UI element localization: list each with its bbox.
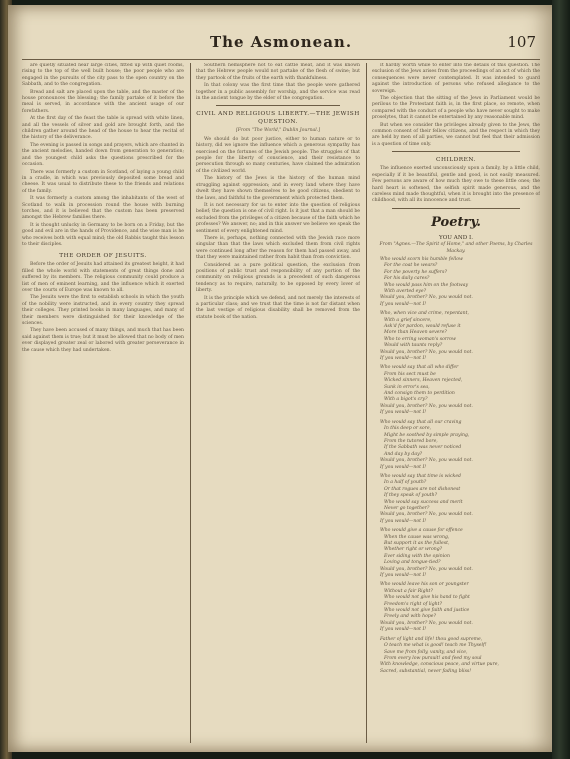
book-page [8, 5, 552, 752]
poem-stanza [380, 311, 540, 362]
poem-line: And consign them to perdition [384, 391, 455, 397]
section-divider [392, 208, 520, 209]
poem-line: Who would leave his son or youngster [380, 582, 469, 588]
column-divider-right [366, 63, 367, 743]
poem-line: In a half of youth? [384, 480, 427, 486]
poem-line: Ask'd for pardon, would refuse it [384, 324, 461, 329]
poem-line: Freely and with hope? [384, 614, 436, 620]
poem-line: For his daily cares? [384, 276, 430, 282]
article-paragraph: It is the principle which we defend, and not merely the interests of a particular class; and we trust that the time is not far distant when the last vestige of religious disability shall be removed from the statute book of the nation. [196, 295, 360, 320]
column-divider-left [190, 63, 191, 743]
article-paragraph: The influence exerted unconsciously upon a family, by a little child, especially if it be beautiful, gentle and good, is not easily measured. Few persons are aware of how much they owe to these little ones; the hard heart is softened, the selfish spirit made generous, and the careless mind made thoughtful, when it is brought into the presence of childhood, with all its innocence and trust. [372, 166, 540, 204]
poem-line: Who would say success and merit [384, 499, 463, 505]
poem-line: Would you, brother? No, you would not. [380, 403, 473, 409]
poem-line: Never go together? [384, 505, 430, 511]
article-paragraph: It is not necessary for us to enter into the question of religious belief; the question is one of civil right. Is it just that a man should be excluded from the privileges of a citizen because of the faith which he professes? We answer, no; and in this answer we believe we speak the sentiment of every enlightened mind. [196, 202, 360, 234]
poem-line: From every low pursuit! and feed my soul [384, 655, 482, 661]
poem-line: Who would not give his hand to fight [384, 595, 470, 601]
poem-line: If you would—not I! [380, 301, 427, 307]
poetry-section-title: Poetry. [431, 214, 481, 230]
poem-line: Freedom's right of light? [384, 601, 442, 607]
poem-line: If you would—not I! [380, 464, 427, 470]
article-paragraph: We should do but poor justice, either to human nature or to history, did we ignore the influence which a generous sympathy has exercised on the fortunes of the Jewish people. The struggles of that people for the liberty of conscience, and their resistance to persecution through so many centuries, have claimed the admiration of the civilized world. [196, 136, 360, 174]
article-paragraph: There is, perhaps, nothing connected with the Jewish race more singular than that the laws which excluded them from civil rights were continued long after the reason for them had passed away, and that they were maintained rather from habit than from conviction. [196, 235, 360, 261]
article-paragraph: It is thought unlucky in Germany to be born on a Friday, but the good and evil are in the hands of Providence, and the wise man is he who receives both with equal mind; the old Rabbis taught this lesson to their disciples. [22, 222, 184, 247]
article-heading-children: CHILDREN. [436, 157, 476, 164]
poem-line: When the cause was wrong, [384, 534, 450, 540]
poem-stanza [380, 637, 540, 675]
poem-line: If they speak of youth? [384, 493, 438, 499]
poem-line: Who would say that all who differ [380, 365, 459, 371]
poem-line: Would you, brother? No, you would not. [380, 620, 473, 626]
poem-body [380, 257, 540, 675]
article-paragraph: There was formerly a custom in Scotland, of laying a young child in a cradle, in which was previously deposited some bread and cheese. It was usual to distribute these to the friends and relations of the family. [22, 169, 184, 194]
poem-line: Might be soothed by simple praying, [384, 432, 470, 438]
page-header [22, 33, 540, 57]
poem-line: Would with taunts reply? [384, 343, 443, 349]
poem-line: Who would say that time is wicked [380, 473, 461, 479]
poem-line: Sunk in error's sea, [384, 384, 430, 390]
poem-stanza [380, 257, 540, 308]
poem-line: If you would—not I! [380, 410, 427, 416]
article-paragraph: Before the order of Jesuits had attained its greatest height, it had filled the whole world with statements of great things done and suffered by its members. The religious community could produce a list of men of eminent learning, and the influence which it exerted over the courts of Europe was known to all. [22, 262, 184, 293]
poem-line: Wicked sinners, Heaven rejected, [384, 378, 463, 384]
poem-line: If you would—not I! [380, 573, 427, 579]
poem-line: O teach me what is good! teach me Thyself! [384, 643, 487, 649]
section-divider [392, 151, 520, 152]
poem-line: Who would not give faith and justice [384, 608, 470, 614]
article-heading-jesuits: THE ORDER OF JESUITS. [59, 253, 147, 260]
article-paragraph: It was formerly a custom among the inhabitants of the west of Scotland to walk in procession round the house with burning torches, and it is believed that the custom has been preserved amongst the Hebrew families there. [22, 196, 184, 221]
page-number: 107 [507, 33, 536, 51]
article-heading-liberty: CIVIL AND RELIGIOUS LIBERTY.—THE JEWISH QUESTION. [196, 111, 360, 126]
poem-line: Who would give a cause for offence [380, 528, 463, 534]
right-column [372, 63, 540, 743]
poem-line: With knowledge, conscious peace, and virtue pure, [380, 662, 499, 668]
middle-column [196, 63, 360, 743]
poem-stanza [380, 365, 540, 416]
poem-line: From the tutored bore, [384, 438, 438, 444]
poem-stanza [380, 582, 540, 633]
section-divider [216, 105, 340, 106]
poem-line: Or that rogues are not dishonest [384, 486, 461, 492]
article-paragraph: The history of the Jews is the history of the human mind struggling against oppression; and in every land where they have dwelt they have shown themselves to be good citizens, obedient to the laws, and faithful to the government which protected them. [196, 176, 360, 201]
poem-line: If you would—not I! [380, 518, 427, 524]
poem-line: Ever siding with the opinion [384, 553, 450, 559]
poem-line: Sacred, substantial, never fading bliss! [380, 668, 472, 674]
poem-line: Father of light and life! thou good supreme, [380, 636, 483, 642]
poem-line: Who would pass him on the footway [384, 282, 469, 288]
poem-stanza [380, 420, 540, 471]
poem-stanza [380, 528, 540, 579]
article-paragraph: It hardly worth while to enter into the details of this question. The exclusion of the Jews arises from the proceedings of an act of which the consequences were never contemplated. It was intended to guard against the introduction of persons who refused allegiance to the sovereign. [372, 63, 540, 94]
poem-line: Would you, brother? No, you would not. [380, 295, 473, 301]
poem-line: Would you, brother? No, you would not. [380, 566, 473, 572]
poem-line: If you would—not I! [380, 627, 427, 633]
poem-line: Would you, brother? No, you would not. [380, 458, 473, 464]
poem-line: With averted eye? [384, 288, 427, 294]
poem-line: With a bigot's cry? [384, 397, 428, 403]
poem-line: More than Heaven severe? [384, 330, 447, 336]
poem-line: Who would scorn his humble fellow [380, 256, 463, 262]
poem-line: Who to erring woman's sorrow [384, 336, 456, 342]
poem-line: For the poverty he suffers? [384, 269, 447, 275]
poem-line: With a grief sincere, [384, 317, 432, 323]
poem-line: Without a fair Right? [384, 588, 433, 594]
poem-line: If you would—not I! [380, 356, 427, 362]
poem-line: Who, when vice and crime, repentant, [380, 311, 469, 317]
header-rule [22, 59, 540, 60]
poem-stanza [380, 474, 540, 525]
article-paragraph: Bread and salt are placed upon the table, and the master of the house pronounces the blessing; the family partake of it before the meal is served, in accordance with the ancient usage of our forefathers. [22, 89, 184, 114]
article-paragraph: At the first day of the feast the table is spread with white linen, and all the vessels of silver and gold are brought forth, and the children gather around the head of the house to hear the recital of the history of the deliverance. [22, 116, 184, 141]
article-paragraph: Considered as a pure political question, the exclusion from positions of public trust and responsibility of any portion of the community on religious grounds is a precedent of such dangerous tendency as to require, naturally, to be opposed by every lover of liberty. [196, 262, 360, 294]
article-paragraph: In that colony was the first time that the people were gathered together in a public assembly for worship, and the service was read in the ancient tongue by the elder of the congregation. [196, 83, 360, 102]
poem-line: If the Sabbath was never noticed [384, 445, 462, 451]
poem-line: For the coat he wears? [384, 263, 438, 269]
poem-line: From his sect must be [384, 371, 436, 377]
article-paragraph: They have been accused of many things, and much that has been said against them is true; but it must be allowed that no body of men ever displayed greater zeal or labored with greater perseverance in the cause which they had undertaken. [22, 328, 184, 353]
poem-line: But support it as the fullest, [384, 541, 450, 546]
article-paragraph: are quietly situated near large cities, fitted up with quiet rooms, rising to the top of the well built house; the poor people who are engaged in the pursuits of the city pass to the open country on the Sabbath, and to the congregation. [22, 63, 184, 88]
book-edge [552, 0, 570, 759]
poem-line: Whether right or wrong? [384, 547, 443, 553]
article-paragraph: The Jesuits were the first to establish schools in which the youth of the nobility were instructed, and in every country they spread their colleges. They printed books in many languages, and many of their members were distinguished for their knowledge of the sciences. [22, 295, 184, 327]
poem-line: Loving and tongue-tied? [384, 560, 441, 566]
article-paragraph: Southern hemisphere not to eat cattle meat, and it was known that the Hebrew people would not partake of the flesh of swine; but they partook of the fruits of the earth with thankfulness. [196, 63, 360, 81]
article-paragraph: The evening is passed in songs and prayers, which are chanted in the ancient melodies, handed down from generation to generation; and the youngest child asks the questions prescribed for the occasion. [22, 142, 184, 168]
article-source: [From "The World," Dublin Journal.] [235, 128, 320, 134]
left-column [22, 63, 184, 743]
poem-line: In this deep or sore, [384, 426, 432, 432]
newspaper-title: The Asmonean. [209, 33, 353, 51]
poem-line: Would you, brother? No, you would not. [380, 349, 473, 355]
poem-title: YOU AND I. [439, 234, 473, 241]
article-paragraph: But when we consider the privileges already given to the Jews, the common consent of their fellow citizens, and the respect in which they are held by men of all parties, we cannot but feel that their admission is a question of time only. [372, 122, 540, 147]
poem-line: Who would say that all our craving [380, 419, 462, 425]
poem-line: Would you, brother? No, you would not. [380, 512, 473, 518]
poem-source: From "Agnes.—The Spirit of Home," and other Poems, by Charles Mackay. [379, 242, 533, 254]
poem-line: Save me from folly, vanity, and vice, [384, 649, 468, 655]
poem-line: And day by day? [384, 451, 423, 457]
article-paragraph: The objection that the sitting of the Jews in Parliament would be perilous to the Protestant faith is, in the first place, so remote, when compared with the conduct of a people who have never sought to make proselytes, that it cannot be entertained by any reasonable mind. [372, 96, 540, 121]
